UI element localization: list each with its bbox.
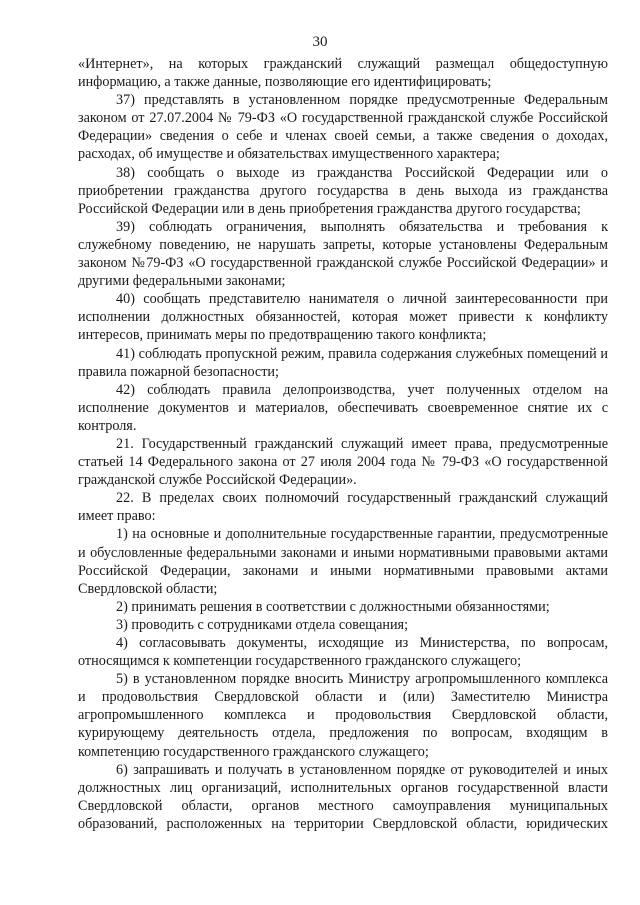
paragraph-right-1: 1) на основные и дополнительные государственные гарантии, предусмотренные и обусловленные федеральными законами и иными нормативными правовыми актами Российской Федерации, законами и иными нормативными правовыми актами Свердловской области;	[78, 526, 608, 597]
paragraph-item-39: 39) соблюдать ограничения, выполнять обязательства и требования к служебному поведению, не нарушать запреты, которые установлены Федеральным законом №79-ФЗ «О государственной гражданской службе Российской Федерации» и другими федеральными законами;	[78, 218, 608, 290]
paragraph-right-6: 6) запрашивать и получать в установленном порядке от руководителей и иных должностных лиц организаций, исполнительных органов государственной власти Свердловской области, органов местного самоуправления муниципальных образований, расположенных на территории Свердловской области, юридических	[78, 761, 608, 832]
paragraph-section-22: 22. В пределах своих полномочий государственный гражданский служащий имеет право:	[78, 490, 608, 525]
paragraph-item-41: 41) соблюдать пропускной режим, правила содержания служебных помещений и правила пожарной безопасности;	[78, 345, 608, 380]
paragraph-right-4: 4) согласовывать документы, исходящие из Министерства, по вопросам, относящимся к компетенции государственного гражданского служащего;	[78, 635, 608, 670]
paragraph-item-37: 37) представлять в установленном порядке предусмотренные Федеральным законом от 27.07.2004 № 79-ФЗ «О государственной гражданской службе Российской Федерации» сведения о себе и членах своей семьи, а также сведения о доходах, расходах, об имуществе и обязательствах имущественного характера;	[78, 92, 608, 163]
paragraph-item-42: 42) соблюдать правила делопроизводства, учет полученных отделом на исполнение документов и материалов, обеспечивать своевременное снятие их с контроля.	[78, 381, 608, 434]
paragraph-section-21: 21. Государственный гражданский служащий имеет права, предусмотренные статьей 14 Федерального закона от 27 июля 2004 года № 79-ФЗ «О государственной гражданской службе Российской Федерации».	[78, 435, 608, 489]
paragraph-internet-continuation: «Интернет», на которых гражданский служащий размещал общедоступную информацию, а также данные, позволяющие его идентифицировать;	[78, 56, 608, 91]
paragraph-right-2: 2) принимать решения в соответствии с должностными обязанностями;	[116, 598, 550, 615]
page-number: 30	[312, 34, 328, 50]
document-body	[78, 55, 608, 833]
paragraph-item-38: 38) сообщать о выходе из гражданства Российской Федерации или о приобретении гражданства другого государства в день выхода из гражданства Российской Федерации или в день приобретения гражданства другого государства;	[78, 164, 608, 217]
paragraph-right-3: 3) проводить с сотрудниками отдела совещания;	[116, 616, 409, 633]
paragraph-right-5: 5) в установленном порядке вносить Министру агропромышленного комплекса и продовольствия Свердловской области и (или) Заместителю Министра агропромышленного комплекса и продовольствия Свердловской области, курирующему деятельность отдела, предложения по вопросам, входящим в компетенцию государственного гражданского служащего;	[78, 671, 608, 760]
paragraph-item-40: 40) сообщать представителю нанимателя о личной заинтересованности при исполнении должностных обязанностей, которая может привести к конфликту интересов, принимать меры по предотвращению такого конфликта;	[78, 291, 608, 344]
